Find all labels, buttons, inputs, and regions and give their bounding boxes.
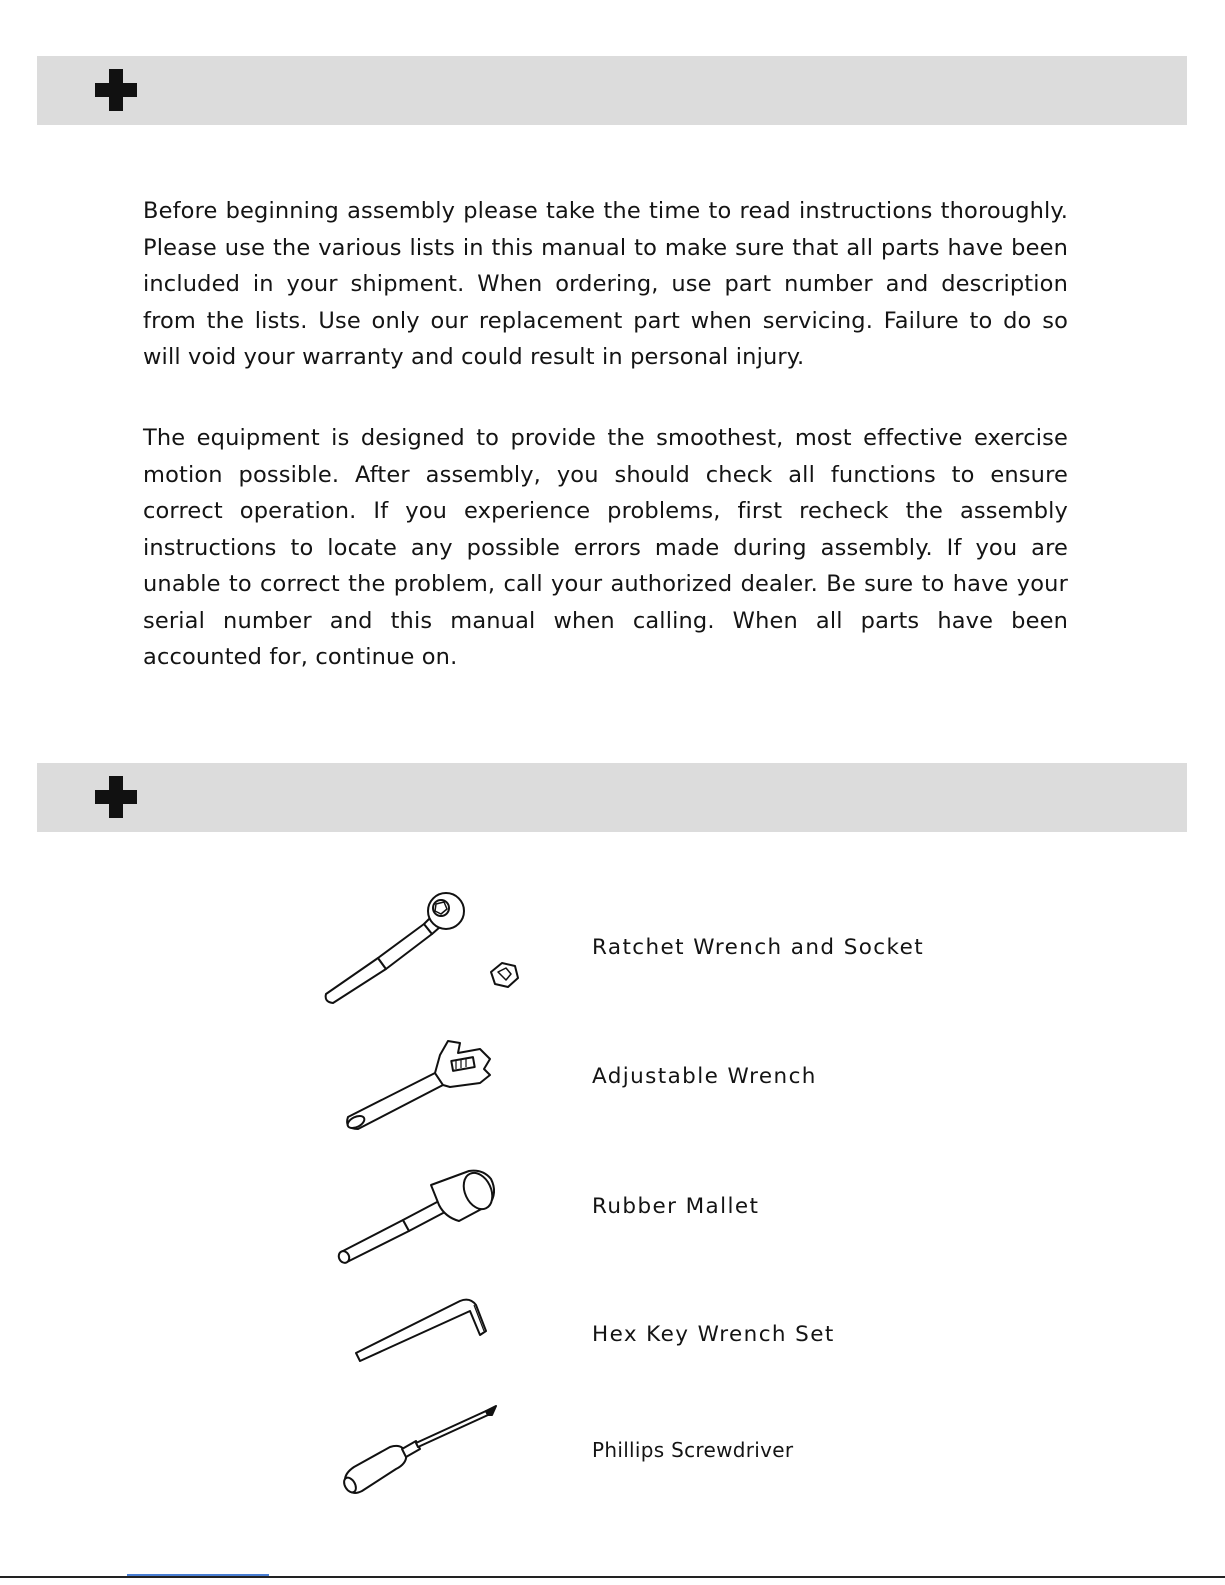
phillips-screwdriver-icon bbox=[340, 1405, 510, 1505]
adjustable-wrench-icon bbox=[340, 1035, 510, 1135]
tool-label-phillips-screwdriver: Phillips Screwdriver bbox=[592, 1438, 794, 1462]
section-header-band bbox=[37, 56, 1187, 125]
tool-label-ratchet: Ratchet Wrench and Socket bbox=[592, 935, 925, 960]
section-header-band bbox=[37, 763, 1187, 832]
tool-label-rubber-mallet: Rubber Mallet bbox=[592, 1194, 760, 1219]
footer-divider bbox=[0, 1576, 1225, 1578]
rubber-mallet-icon bbox=[335, 1165, 510, 1275]
tool-label-hex-key: Hex Key Wrench Set bbox=[592, 1322, 835, 1347]
plus-icon bbox=[95, 69, 137, 111]
hex-key-icon bbox=[350, 1295, 500, 1370]
intro-paragraph-2: The equipment is designed to provide the smoothest, most effective exercise motion possible. After assembly, you should check all functions to ensure correct operation. If you experience problems, first recheck the assembly instructions to locate any possible errors made during assembly. If you are unable to correct the problem, call your authorized dealer. Be sure to have your serial number and this manual when calling. When all parts have been accounted for, continue on. bbox=[143, 425, 1068, 670]
plus-icon bbox=[95, 776, 137, 818]
intro-paragraph-1: Before beginning assembly please take the time to read instructions thoroughly. Please use the various lists in this manual to make sure that all parts have been included in your shipment. When ordering, use part number and description from the lists. Use only our replacement part when servicing. Failure to do so will void your warranty and could result in personal injury. bbox=[143, 198, 1068, 370]
tool-label-adjustable-wrench: Adjustable Wrench bbox=[592, 1064, 817, 1089]
ratchet-wrench-icon bbox=[320, 890, 535, 1010]
